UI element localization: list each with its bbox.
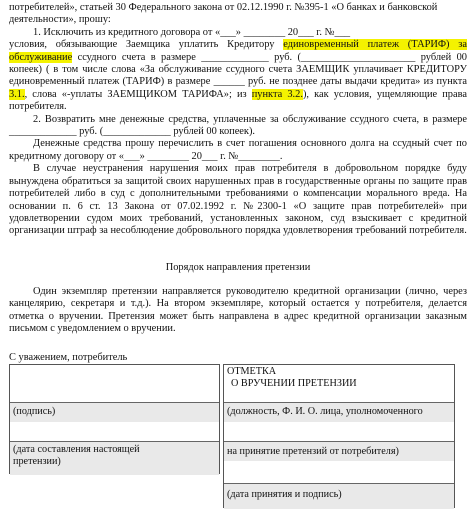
receipt-mark-box [223, 364, 455, 508]
delivery-paragraph: Один экземпляр претензии направляется руководителю кредитной организации (лично, через канцелярию, секретаря и т.д.). На втором экземпляре, который остается у потребителя, делается отметка о вручении. Претензия может быть направлена в адрес кредитной организации заказным письмом с уведомлением о вручении. [9, 286, 467, 335]
transfer-paragraph: Денежные средства прошу перечислить в счет погашения основного долга на ссудный счет по кредитному договору от «___» ________ 20___ г. №________. [9, 138, 467, 162]
demand-paragraph-2: 2. Возвратить мне денежные средства, уплаченные за обслуживание ссудного счета, в размере _____________ руб. (_____________ рублей 00 копеек). [9, 113, 467, 138]
highlight-clause-3-1: 3.1. [9, 88, 25, 100]
intro-line-1: потребителей», статьей 30 Федерального закона от 02.12.1990 г. №395-1 «О банках и банковской [9, 2, 438, 13]
acceptance-date-label: (дата принятия и подпись) [224, 483, 454, 509]
date-blank [10, 422, 219, 441]
official-blank [224, 422, 454, 441]
consequences-paragraph: В случае неустранения нарушения моих прав потребителя в добровольном порядке буду вынуждена обратиться за защитой своих нарушенных прав в государственные органы по защите прав потребителей либо в суд с дополнительными требованиями о компенсации морального вреда. На основании п. 6 ст. 13 Закона от 07.02.1992 г. №2300-1 «О защите прав потребителей» при удовлетворении судом моих требований, установленных законом, суд взыскивает с кредитной организации штраф за несоблюдение добровольного порядка удовлетворения требований потребителя. [9, 163, 467, 237]
sender-signature-box [9, 364, 220, 474]
official-label: (должность, Ф. И. О. лица, уполномоченного [224, 402, 454, 422]
highlight-clause-3-2: пункта 3.2. [251, 88, 303, 100]
receipt-title: ОТМЕТКА О ВРУЧЕНИИ ПРЕТЕНЗИИ [227, 366, 357, 389]
section-heading: Порядок направления претензии [165, 262, 311, 273]
date-label: (дата составления настоящей претензии) [10, 441, 219, 475]
highlight-tariff: единовременный платеж (ТАРИФ) за обслуживание [9, 39, 467, 63]
intro-line-2: деятельности», прошу: [9, 14, 111, 26]
signature-label: (подпись) [10, 402, 219, 422]
signoff-line: С уважением, потребитель [9, 352, 128, 363]
signature-blank [10, 365, 219, 402]
receive-label: на принятие претензий от потребителя) [224, 441, 454, 461]
receive-blank [224, 461, 454, 483]
demand-paragraph-1: 1. Исключить из кредитного договора от «___» ________ 20___ г. №___ условия, обязывающие Заемщика уплатить Кредитору единовременный платеж (ТАРИФ) за обслуживание ссудного счета в размере _____________ руб. (______________________ рублей 00 копеек) ( в том числе слова «За обслуживание ссудного счета ЗАЕМЩИК уплачивает КРЕДИТОРУ единовременный платеж (ТАРИФ) в размере ______ руб. не позднее даты выдачи кредита» из пункта 3.1., слова «-уплаты ЗАЕМЩИКОМ ТАРИФА»; из пункта 3.2.), как условия, ущемляющие права потребителя. [9, 26, 467, 113]
letter-body [9, 2, 467, 238]
